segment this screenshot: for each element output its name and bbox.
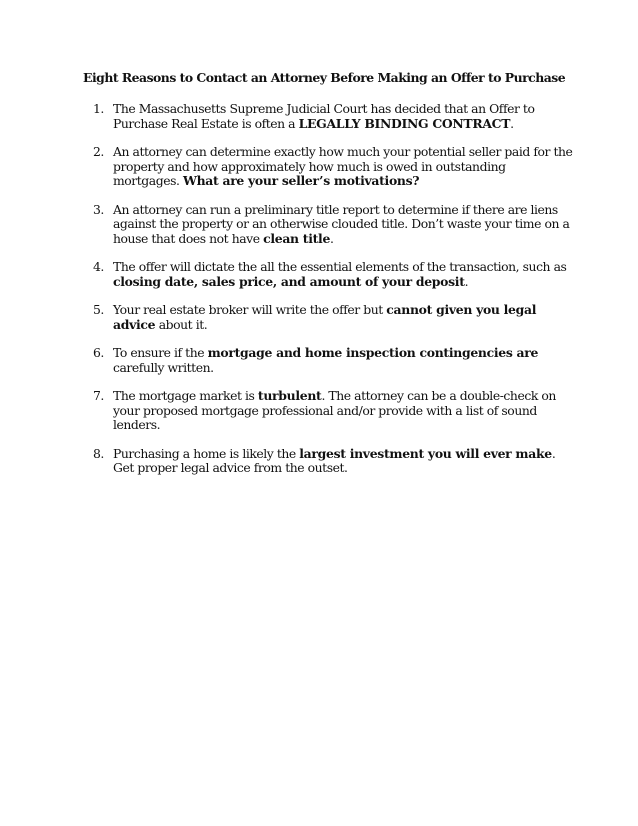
body-text: The offer will dictate the all the essential elements of the transaction, such as [113, 259, 567, 274]
list-item-number: 2. [93, 144, 104, 159]
body-text: . [510, 115, 514, 131]
list-item-text [113, 144, 572, 188]
body-text: . [330, 230, 334, 246]
body-text: The Massachusetts Supreme Judicial Court has decided that an Offer to Purchase Real Estate is often a [113, 101, 535, 131]
list-item-text [113, 259, 566, 289]
emphasis-text: closing date, sales price, and amount of your deposit [113, 273, 465, 289]
body-text: An attorney can run a preliminary title report to determine if there are liens against the property or an otherwise clouded title. Don’t waste your time on a house that does not have [113, 201, 570, 246]
emphasis-text: largest investment you will ever make [299, 445, 552, 461]
list-item-number: 3. [93, 201, 104, 217]
reasons-list [0, 102, 638, 490]
body-text: carefully written. [113, 359, 214, 375]
list-item [0, 303, 573, 332]
list-item-text [113, 446, 555, 476]
list-item-number: 4. [93, 259, 104, 274]
emphasis-text: What are your seller’s motivations? [182, 173, 420, 188]
emphasis-text: mortgage and home inspection contingencies are [207, 345, 539, 360]
body-text: . Get proper legal advice from the outset. [113, 445, 556, 475]
body-text: Your real estate broker will write the offer but [113, 302, 387, 317]
list-item-number: 5. [93, 302, 104, 317]
list-item [0, 389, 573, 433]
body-text: . The attorney can be a double-check on your proposed mortgage professional and/or provide with a list of sound lenders. [113, 388, 556, 432]
list-item [0, 102, 573, 131]
list-item-number: 7. [93, 388, 104, 403]
list-item-text [113, 345, 538, 375]
list-item-text [113, 302, 536, 332]
list-item [0, 447, 573, 476]
list-item-text [113, 202, 569, 246]
emphasis-text: cannot given you legal advice [113, 302, 537, 332]
emphasis-text: LEGALLY BINDING CONTRACT [298, 115, 511, 131]
list-item [0, 145, 573, 189]
document-title: Eight Reasons to Contact an Attorney Before Making an Offer to Purchase [83, 70, 566, 85]
body-text: The mortgage market is [113, 388, 258, 403]
list-item-text [113, 388, 556, 432]
body-text: about it. [155, 316, 208, 332]
list-item [0, 203, 573, 247]
list-item [0, 346, 573, 375]
body-text: An attorney can determine exactly how much your potential seller paid for the property and how approximately how much is owed in outstanding mortgages. [113, 144, 573, 188]
body-text: To ensure if the [113, 345, 208, 360]
list-item-text [113, 101, 534, 131]
list-item-number: 6. [93, 345, 104, 360]
list-item [0, 260, 573, 289]
body-text: Purchasing a home is likely the [113, 445, 300, 461]
body-text: . [464, 273, 469, 289]
emphasis-text: turbulent [257, 388, 322, 403]
list-item-number: 8. [93, 445, 104, 461]
emphasis-text: clean title [263, 230, 331, 246]
list-item-number: 1. [93, 101, 104, 116]
